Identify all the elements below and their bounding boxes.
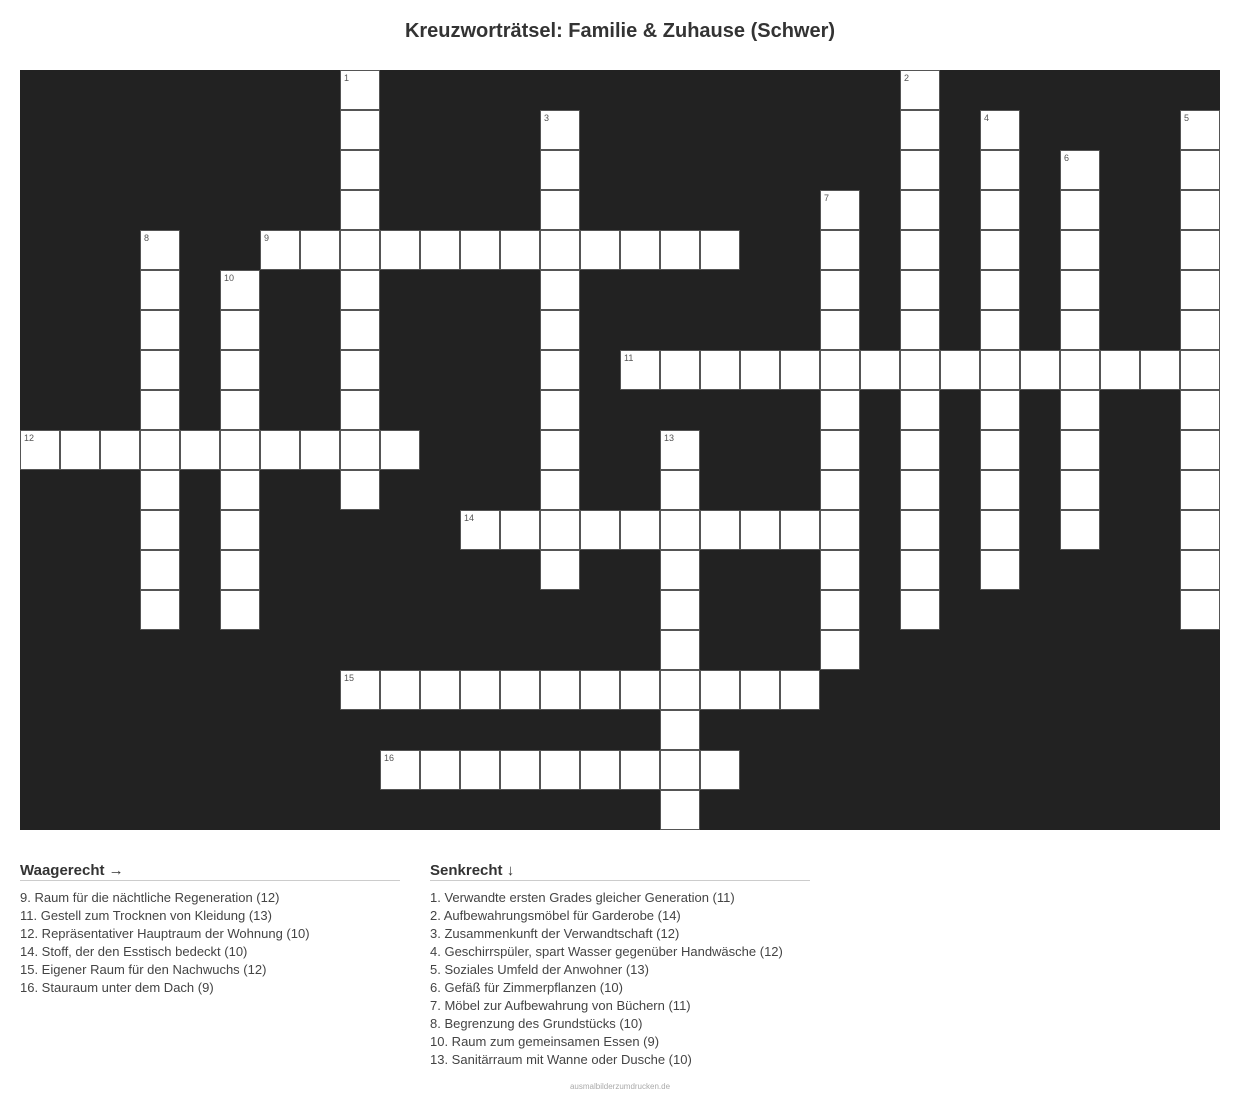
grid-cell[interactable]	[540, 510, 580, 550]
grid-cell[interactable]	[860, 350, 900, 390]
clue-number: 2	[904, 73, 910, 83]
grid-cell[interactable]	[1180, 510, 1220, 550]
grid-cell[interactable]	[780, 670, 820, 710]
grid-cell[interactable]	[660, 630, 700, 670]
clue-item: 3. Zusammenkunft der Verwandtschaft (12)	[430, 926, 680, 941]
grid-cell[interactable]	[820, 350, 860, 390]
grid-cell[interactable]	[1180, 350, 1220, 390]
across-heading: Waagerecht →	[20, 862, 400, 881]
grid-cell[interactable]	[1060, 190, 1100, 230]
grid-cell[interactable]	[380, 430, 420, 470]
grid-cell[interactable]	[500, 510, 540, 550]
grid-cell[interactable]	[620, 230, 660, 270]
grid-cell[interactable]	[580, 670, 620, 710]
grid-cell[interactable]	[540, 270, 580, 310]
grid-cell[interactable]	[140, 510, 180, 550]
clue-item: 4. Geschirrspüler, spart Wasser gegenüber Handwäsche (12)	[430, 944, 783, 959]
grid-cell[interactable]	[900, 190, 940, 230]
grid-cell[interactable]	[900, 390, 940, 430]
grid-cell[interactable]	[220, 310, 260, 350]
grid-cell[interactable]	[500, 670, 540, 710]
grid-cell[interactable]	[1100, 350, 1140, 390]
grid-cell[interactable]	[1180, 430, 1220, 470]
across-clues	[20, 862, 400, 997]
grid-cell[interactable]	[220, 470, 260, 510]
grid-cell[interactable]	[1060, 310, 1100, 350]
clue-number: 16	[384, 753, 395, 763]
grid-cell[interactable]	[660, 710, 700, 750]
grid-cell[interactable]	[540, 390, 580, 430]
grid-cell[interactable]	[900, 350, 940, 390]
grid-cell[interactable]	[900, 310, 940, 350]
grid-cell[interactable]	[1060, 350, 1100, 390]
clue-item: 11. Gestell zum Trocknen von Kleidung (13)	[20, 908, 272, 923]
grid-cell[interactable]	[980, 350, 1020, 390]
grid-cell[interactable]	[900, 470, 940, 510]
grid-cell[interactable]	[620, 750, 660, 790]
grid-cell[interactable]	[340, 110, 380, 150]
grid-cell[interactable]	[1060, 390, 1100, 430]
grid-cell[interactable]	[300, 430, 340, 470]
clue-item: 7. Möbel zur Aufbewahrung von Büchern (11)	[430, 998, 691, 1013]
grid-cell[interactable]	[900, 150, 940, 190]
grid-cell[interactable]	[500, 750, 540, 790]
clue-item: 10. Raum zum gemeinsamen Essen (9)	[430, 1034, 660, 1049]
grid-cell[interactable]	[220, 350, 260, 390]
clue-number: 9	[264, 233, 270, 243]
grid-cell[interactable]	[900, 510, 940, 550]
grid-cell[interactable]	[140, 310, 180, 350]
grid-cell[interactable]	[980, 230, 1020, 270]
grid-cell[interactable]	[660, 430, 700, 470]
grid-cell[interactable]	[340, 470, 380, 510]
grid-cell[interactable]	[540, 430, 580, 470]
grid-cell[interactable]	[380, 750, 420, 790]
grid-cell[interactable]	[820, 190, 860, 230]
grid-cell[interactable]	[20, 430, 60, 470]
clue-item: 6. Gefäß für Zimmerpflanzen (10)	[430, 980, 623, 995]
grid-cell[interactable]	[700, 510, 740, 550]
grid-cell[interactable]	[740, 670, 780, 710]
grid-cell[interactable]	[900, 230, 940, 270]
grid-cell[interactable]	[900, 550, 940, 590]
grid-cell[interactable]	[340, 350, 380, 390]
grid-cell[interactable]	[980, 190, 1020, 230]
grid-cell[interactable]	[980, 550, 1020, 590]
grid-cell[interactable]	[620, 670, 660, 710]
grid-cell[interactable]	[1060, 150, 1100, 190]
grid-cell[interactable]	[820, 510, 860, 550]
grid-cell[interactable]	[620, 510, 660, 550]
grid-cell[interactable]	[1180, 230, 1220, 270]
grid-cell[interactable]	[540, 350, 580, 390]
clue-item: 8. Begrenzung des Grundstücks (10)	[430, 1016, 643, 1031]
grid-cell[interactable]	[460, 750, 500, 790]
grid-cell[interactable]	[980, 110, 1020, 150]
clue-item: 16. Stauraum unter dem Dach (9)	[20, 980, 214, 995]
grid-cell[interactable]	[460, 510, 500, 550]
clue-item: 15. Eigener Raum für den Nachwuchs (12)	[20, 962, 267, 977]
grid-cell[interactable]	[660, 470, 700, 510]
clue-number: 5	[1184, 113, 1190, 123]
grid-cell[interactable]	[1180, 590, 1220, 630]
grid-cell[interactable]	[1180, 310, 1220, 350]
grid-cell[interactable]	[220, 270, 260, 310]
grid-cell[interactable]	[140, 550, 180, 590]
down-clue-list	[430, 889, 810, 1069]
grid-cell[interactable]	[540, 670, 580, 710]
clue-item: 5. Soziales Umfeld der Anwohner (13)	[430, 962, 649, 977]
grid-cell[interactable]	[700, 350, 740, 390]
grid-cell[interactable]	[1060, 230, 1100, 270]
grid-cell[interactable]	[820, 230, 860, 270]
grid-cell[interactable]	[900, 430, 940, 470]
grid-cell[interactable]	[660, 790, 700, 830]
grid-cell[interactable]	[60, 430, 100, 470]
clue-number: 1	[344, 73, 350, 83]
clue-item: 13. Sanitärraum mit Wanne oder Dusche (10)	[430, 1052, 692, 1067]
grid-cell[interactable]	[580, 510, 620, 550]
grid-cell[interactable]	[540, 470, 580, 510]
grid-cell[interactable]	[340, 150, 380, 190]
grid-cell[interactable]	[1180, 550, 1220, 590]
clue-number: 8	[144, 233, 150, 243]
grid-cell[interactable]	[660, 550, 700, 590]
down-clues	[430, 862, 810, 1069]
grid-cell[interactable]	[340, 270, 380, 310]
grid-cell[interactable]	[780, 350, 820, 390]
clue-number: 3	[544, 113, 550, 123]
grid-cell[interactable]	[380, 670, 420, 710]
grid-cell[interactable]	[820, 550, 860, 590]
clue-item: 2. Aufbewahrungsmöbel für Garderobe (14)	[430, 908, 681, 923]
grid-cell[interactable]	[420, 230, 460, 270]
grid-cell[interactable]	[220, 510, 260, 550]
grid-cell[interactable]	[500, 230, 540, 270]
clue-number: 11	[624, 353, 634, 363]
grid-cell[interactable]	[1060, 510, 1100, 550]
clue-item: 9. Raum für die nächtliche Regeneration (12)	[20, 890, 280, 905]
grid-cell[interactable]	[140, 590, 180, 630]
grid-cell[interactable]	[580, 750, 620, 790]
grid-cell[interactable]	[980, 510, 1020, 550]
grid-cell[interactable]	[1060, 270, 1100, 310]
grid-cell[interactable]	[1060, 470, 1100, 510]
grid-cell[interactable]	[100, 430, 140, 470]
grid-cell[interactable]	[460, 230, 500, 270]
grid-cell[interactable]	[340, 230, 380, 270]
grid-cell[interactable]	[420, 670, 460, 710]
grid-cell[interactable]	[220, 590, 260, 630]
grid-cell[interactable]	[340, 310, 380, 350]
grid-cell[interactable]	[660, 670, 700, 710]
puzzle-title: Kreuzworträtsel: Familie & Zuhause (Schwer)	[404, 20, 836, 42]
down-heading: Senkrecht ↓	[430, 862, 810, 881]
clue-item: 1. Verwandte ersten Grades gleicher Generation (11)	[430, 890, 735, 905]
grid-cell[interactable]	[980, 270, 1020, 310]
grid-cell[interactable]	[580, 230, 620, 270]
grid-cell[interactable]	[980, 310, 1020, 350]
grid-cell[interactable]	[660, 750, 700, 790]
grid-cell[interactable]	[340, 430, 380, 470]
grid-cell[interactable]	[700, 750, 740, 790]
grid-cell[interactable]	[700, 670, 740, 710]
grid-cell[interactable]	[140, 350, 180, 390]
clue-number: 14	[464, 513, 475, 523]
grid-cell[interactable]	[140, 430, 180, 470]
across-clue-list	[20, 889, 400, 997]
grid-cell[interactable]	[340, 670, 380, 710]
grid-cell[interactable]	[1020, 350, 1060, 390]
grid-cell[interactable]	[820, 470, 860, 510]
grid-cell[interactable]	[1180, 150, 1220, 190]
grid-cell[interactable]	[180, 430, 220, 470]
grid-cell[interactable]	[1060, 430, 1100, 470]
grid-cell[interactable]	[340, 70, 380, 110]
grid-cell[interactable]	[460, 670, 500, 710]
grid-cell[interactable]	[340, 390, 380, 430]
clue-number: 12	[24, 433, 35, 443]
crossword-grid	[20, 70, 1220, 830]
grid-cell[interactable]	[220, 430, 260, 470]
grid-cell[interactable]	[220, 390, 260, 430]
grid-cell[interactable]	[900, 70, 940, 110]
grid-cell[interactable]	[540, 110, 580, 150]
grid-cell[interactable]	[540, 550, 580, 590]
grid-cell[interactable]	[780, 510, 820, 550]
grid-cell[interactable]	[540, 150, 580, 190]
grid-cell[interactable]	[740, 350, 780, 390]
grid-cell[interactable]	[660, 230, 700, 270]
grid-cell[interactable]	[1180, 190, 1220, 230]
grid-cell[interactable]	[380, 230, 420, 270]
grid-cell[interactable]	[540, 750, 580, 790]
clue-item: 12. Repräsentativer Hauptraum der Wohnung (10)	[20, 926, 310, 941]
clue-number: 10	[224, 273, 235, 283]
grid-cell[interactable]	[140, 390, 180, 430]
grid-cell[interactable]	[140, 270, 180, 310]
clue-number: 7	[824, 193, 830, 203]
clue-number: 15	[344, 673, 355, 683]
grid-cell[interactable]	[660, 350, 700, 390]
grid-cell[interactable]	[340, 190, 380, 230]
grid-cell[interactable]	[980, 390, 1020, 430]
clue-number: 13	[664, 433, 675, 443]
footer-credit: ausmalbilderzumdrucken.de	[569, 1082, 671, 1091]
grid-cell[interactable]	[660, 510, 700, 550]
grid-cell[interactable]	[300, 230, 340, 270]
grid-cell[interactable]	[1180, 390, 1220, 430]
clue-number: 4	[984, 113, 990, 123]
grid-cell[interactable]	[540, 230, 580, 270]
grid-cell[interactable]	[820, 390, 860, 430]
grid-cell[interactable]	[660, 590, 700, 630]
grid-cell[interactable]	[940, 350, 980, 390]
grid-cell[interactable]	[820, 310, 860, 350]
grid-cell[interactable]	[540, 190, 580, 230]
grid-cell[interactable]	[540, 310, 580, 350]
grid-cell[interactable]	[820, 430, 860, 470]
grid-cell[interactable]	[260, 430, 300, 470]
grid-cell[interactable]	[1140, 350, 1180, 390]
grid-cell[interactable]	[140, 470, 180, 510]
clue-item: 14. Stoff, der den Esstisch bedeckt (10)	[20, 944, 248, 959]
grid-cell[interactable]	[820, 270, 860, 310]
grid-cell[interactable]	[980, 150, 1020, 190]
grid-cell[interactable]	[900, 270, 940, 310]
grid-cell[interactable]	[620, 350, 660, 390]
grid-cell[interactable]	[980, 430, 1020, 470]
grid-cell[interactable]	[740, 510, 780, 550]
grid-cell[interactable]	[700, 230, 740, 270]
grid-cell[interactable]	[820, 630, 860, 670]
grid-cell[interactable]	[220, 550, 260, 590]
grid-cell[interactable]	[420, 750, 460, 790]
grid-cell[interactable]	[900, 110, 940, 150]
grid-cell[interactable]	[1180, 270, 1220, 310]
grid-cell[interactable]	[1180, 110, 1220, 150]
grid-cell[interactable]	[980, 470, 1020, 510]
grid-cell[interactable]	[1180, 470, 1220, 510]
grid-cell[interactable]	[140, 230, 180, 270]
grid-cell[interactable]	[900, 590, 940, 630]
grid-cell[interactable]	[260, 230, 300, 270]
clue-number: 6	[1064, 153, 1070, 163]
grid-cell[interactable]	[820, 590, 860, 630]
